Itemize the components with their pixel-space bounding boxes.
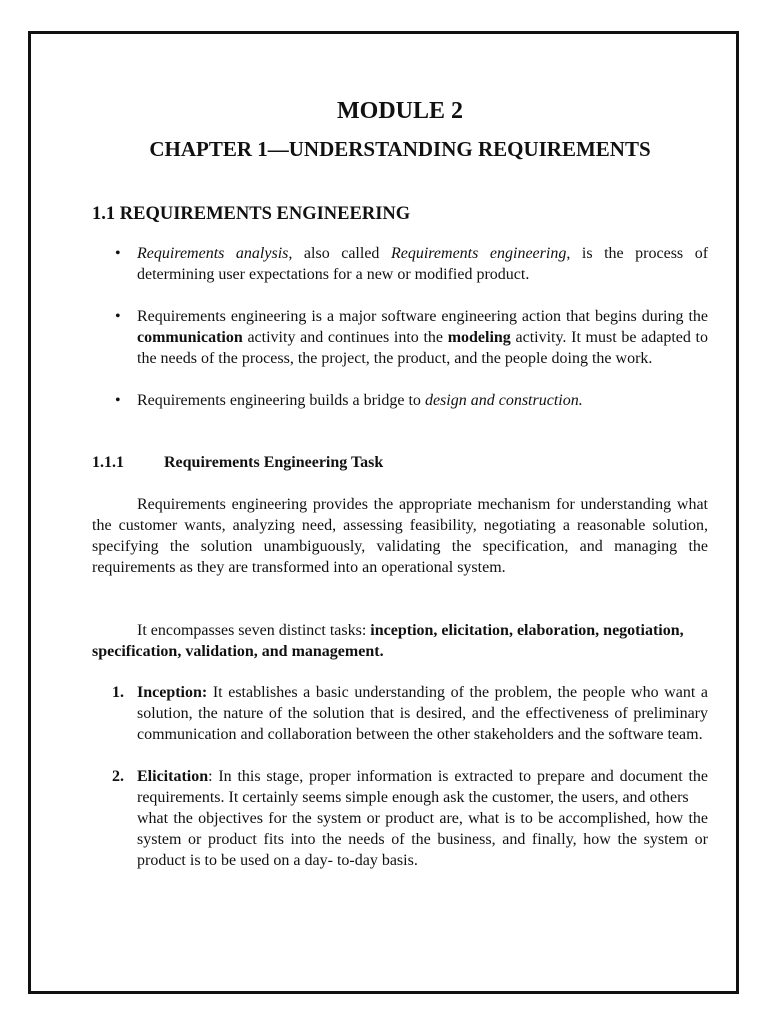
subsection-title: Requirements Engineering Task [164, 454, 384, 471]
bullet-dot-icon: • [115, 308, 121, 325]
subsection-number: 1.1.1 [92, 454, 124, 471]
section-1-1-bullet-list [92, 243, 708, 411]
bullet-dot-icon: • [115, 392, 121, 409]
list-item-number: 2. [112, 768, 124, 785]
bullet-item: • Requirements engineering is a major software engineering action that begins during the communication activity and continues into the modeling activity. It must be adapted to the needs of the process, the project, the product, and the people doing the work. [115, 308, 708, 367]
bullet-item: • Requirements analysis, also called Requirements engineering, is the process of determining user expectations for a new or modified product. [115, 245, 709, 283]
page-border [28, 31, 739, 994]
chapter-title: CHAPTER 1—UNDERSTANDING REQUIREMENTS [149, 137, 651, 161]
list-item: 2. Elicitation: In this stage, proper information is extracted to prepare and document the requirements. It certainly seems simple enough ask the customer, the users, and others what the objectives for the system or product are, what is to be accomplished, how the system or product fits into the needs of the business, and finally, how the system or product is to be used on a day- to-day basis. [112, 768, 708, 869]
list-item-number: 1. [112, 684, 124, 701]
module-title: MODULE 2 [337, 98, 463, 124]
bullet-item: • Requirements engineering builds a bridge to design and construction. [115, 392, 583, 409]
bullet-dot-icon: • [115, 245, 121, 262]
list-item: 1. Inception: It establishes a basic understanding of the problem, the people who want a solution, the nature of the solution that is desired, and the effectiveness of preliminary communication and collaboration between the other stakeholders and the software team. [112, 684, 708, 743]
paragraph-seven-tasks: It encompasses seven distinct tasks: inception, elicitation, elaboration, negotiation, specification, validation, and management. [92, 622, 684, 660]
paragraph-mechanism: Requirements engineering provides the appropriate mechanism for understanding what the customer wants, analyzing need, assessing feasibility, negotiating a reasonable solution, specifying the solution unambiguously, validating the specification, and managing the requirements as they are transformed into an operational system. [92, 496, 708, 576]
tasks-numbered-list [92, 682, 708, 871]
subsection-heading-1-1-1 [92, 452, 383, 473]
section-heading-1-1: 1.1 REQUIREMENTS ENGINEERING [92, 204, 411, 224]
list-item-label: Inception: [137, 684, 208, 701]
list-item-label: Elicitation [137, 768, 209, 785]
